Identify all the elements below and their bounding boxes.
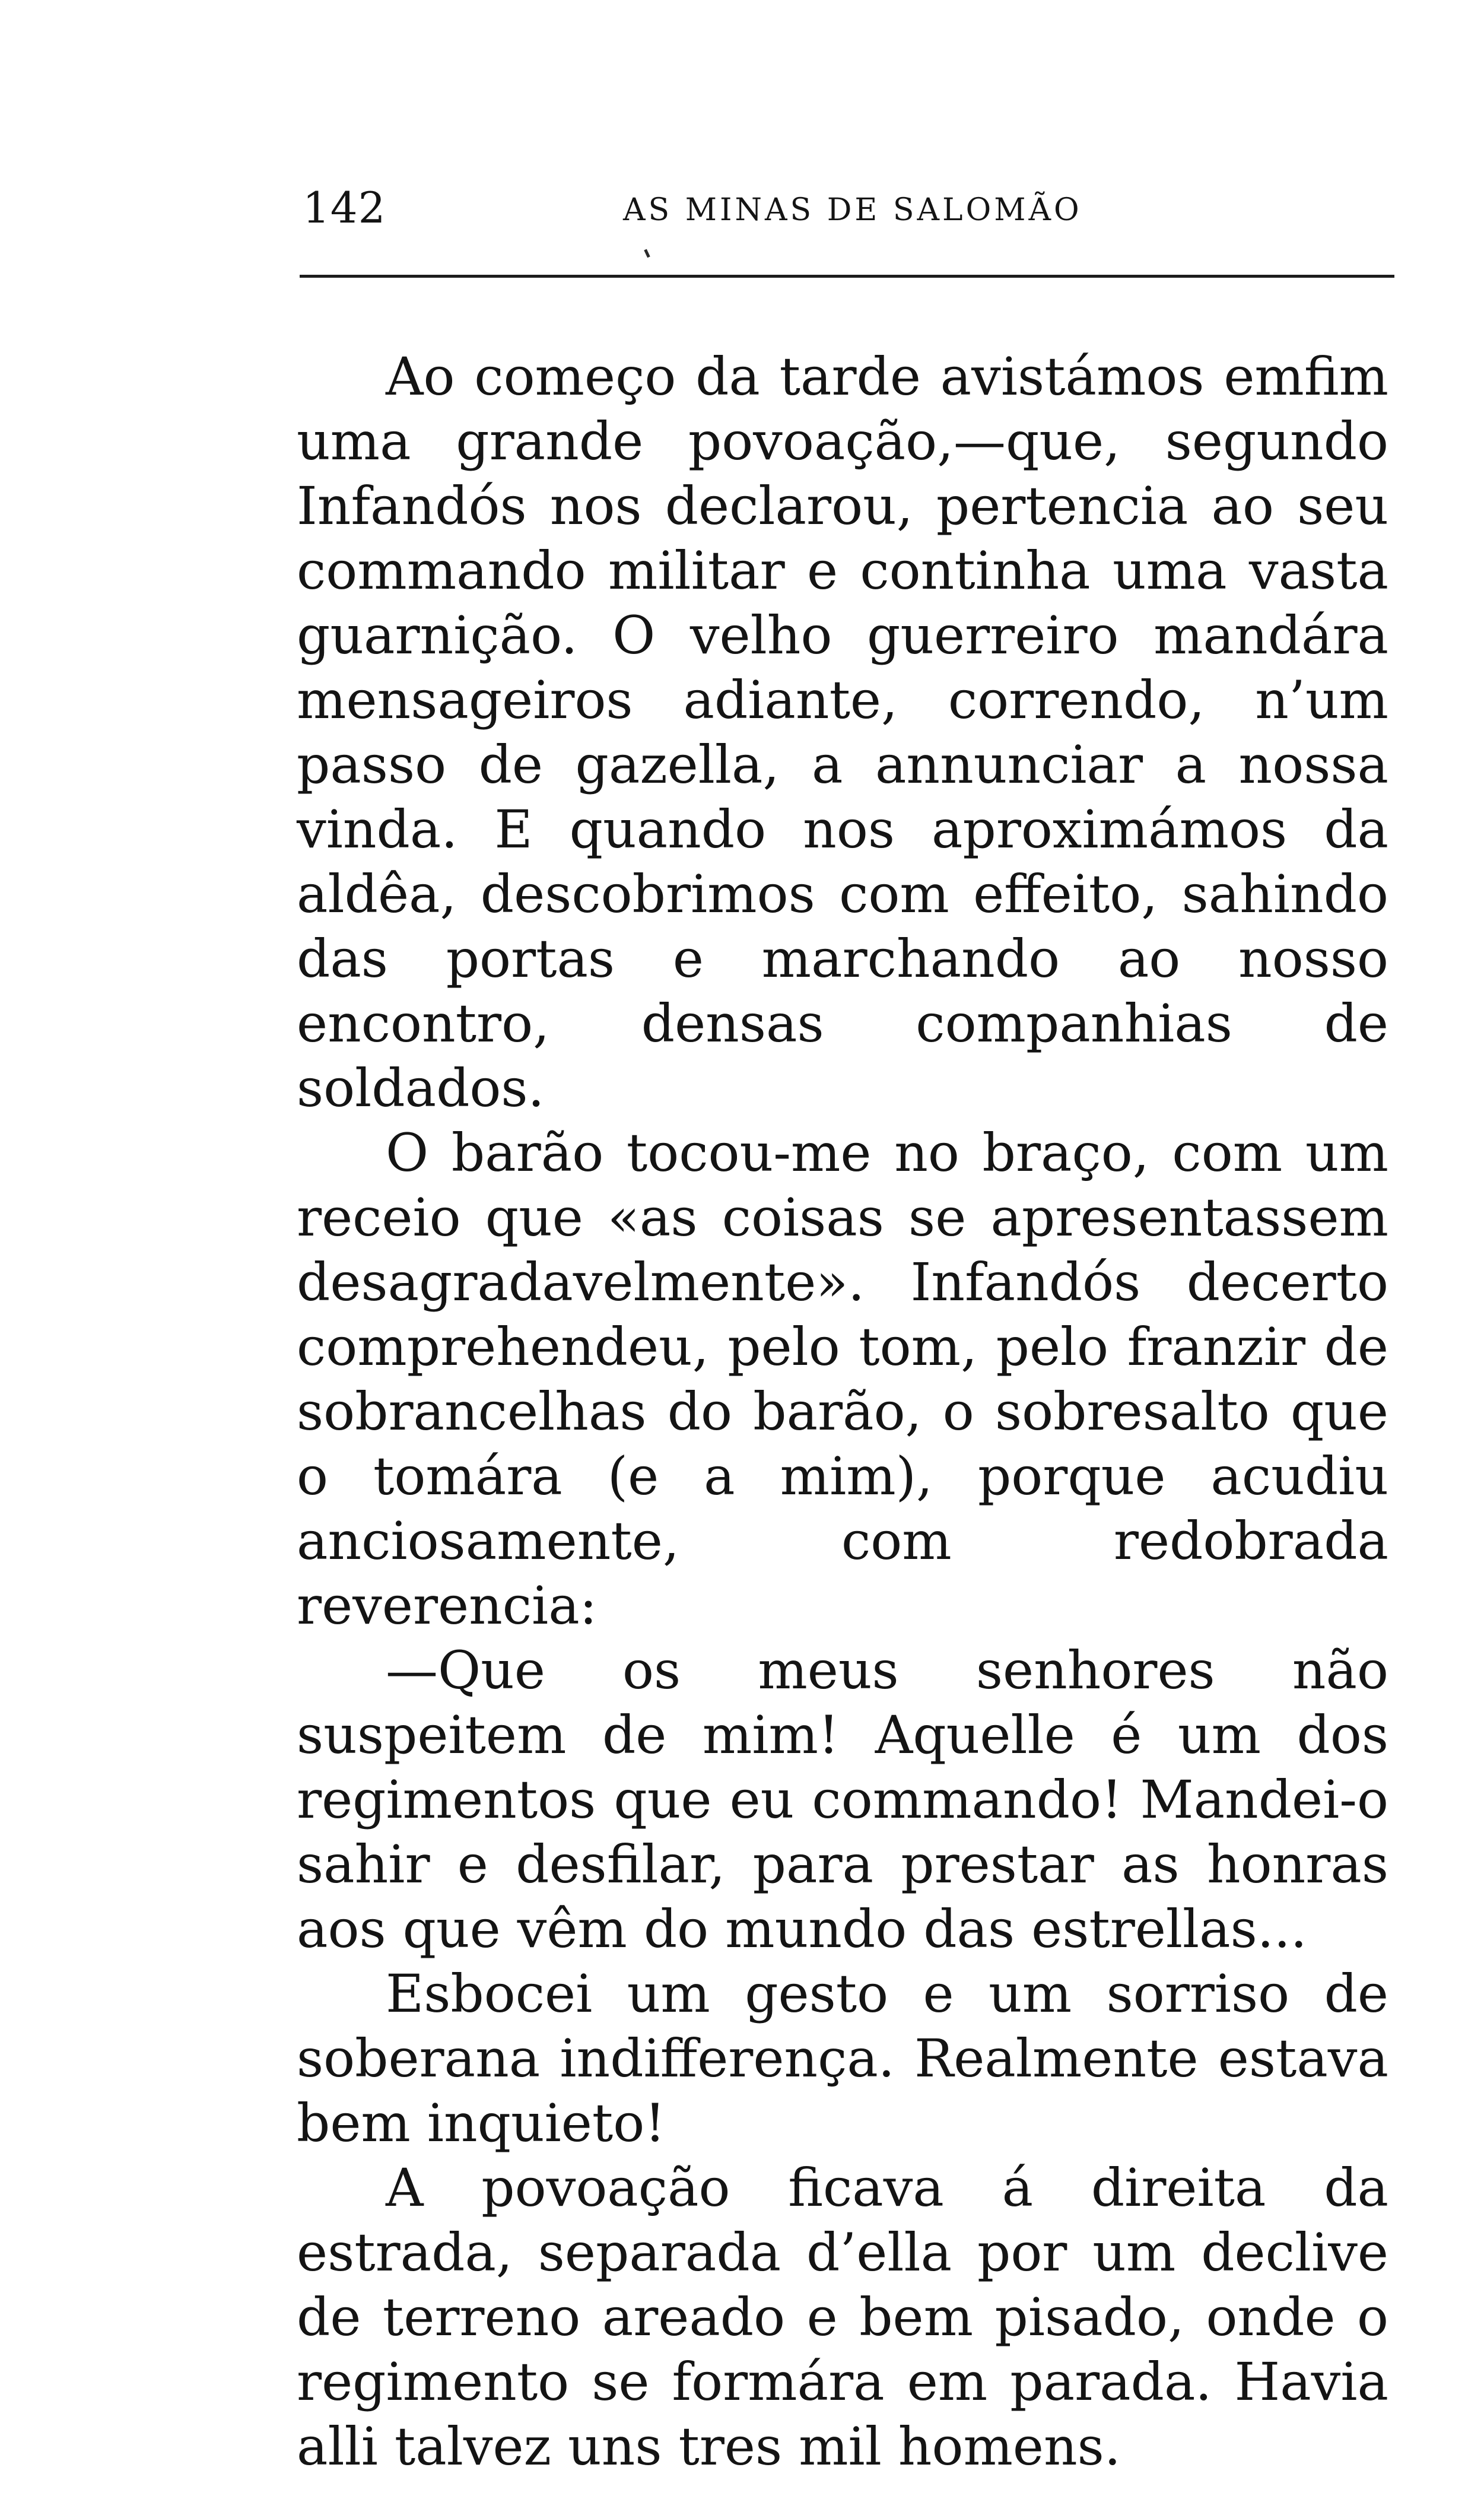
paragraph-5: A povoação ficava á direita da estrada, separada d’ella por um declive de terreno areado e bem pisado, onde o regimento se formára em parada. Havia alli talvez uns tres mil homens. <box>297 2157 1388 2477</box>
header-rule <box>300 275 1394 278</box>
paragraph-4: Esbocei um gesto e um sorriso de soberana indifferença. Realmente estava bem inquieto! <box>297 1963 1388 2154</box>
paragraph-2: O barão tocou-me no braço, com um receio que «as coisas se apresentassem desagradavelmente». Infandós decerto comprehendeu, pelo tom, pelo franzir de sobrancelhas do barão, o sobresalto que o tomára (e a mim), porque acudiu anciosamente, com redobrada reverencia: <box>297 1122 1388 1636</box>
paragraph-3: —Que os meus senhores não suspeitem de mim! Aquelle é um dos regimentos que eu commando! Mandei-o sahir e desfilar, para prestar as honras aos que vêm do mundo das estrellas... <box>297 1640 1388 1960</box>
body-text <box>297 344 1388 2479</box>
print-speck <box>644 249 650 258</box>
paragraph-1: Ao começo da tarde avistámos emfim uma grande povoação,—que, segundo Infandós nos declarou, pertencia ao seu commando militar e continha uma vasta guarnição. O velho guerreiro mandára mensageiros adiante, correndo, n’um passo de gazella, a annunciar a nossa vinda. E quando nos aproximámos da aldêa, descobrimos com effeito, sahindo das portas e marchando ao nosso encontro, densas companhias de soldados. <box>297 346 1388 1119</box>
page-number: 142 <box>303 183 386 233</box>
running-title: AS MINAS DE SALOMÃO <box>623 192 1082 228</box>
page-header <box>303 178 1394 243</box>
